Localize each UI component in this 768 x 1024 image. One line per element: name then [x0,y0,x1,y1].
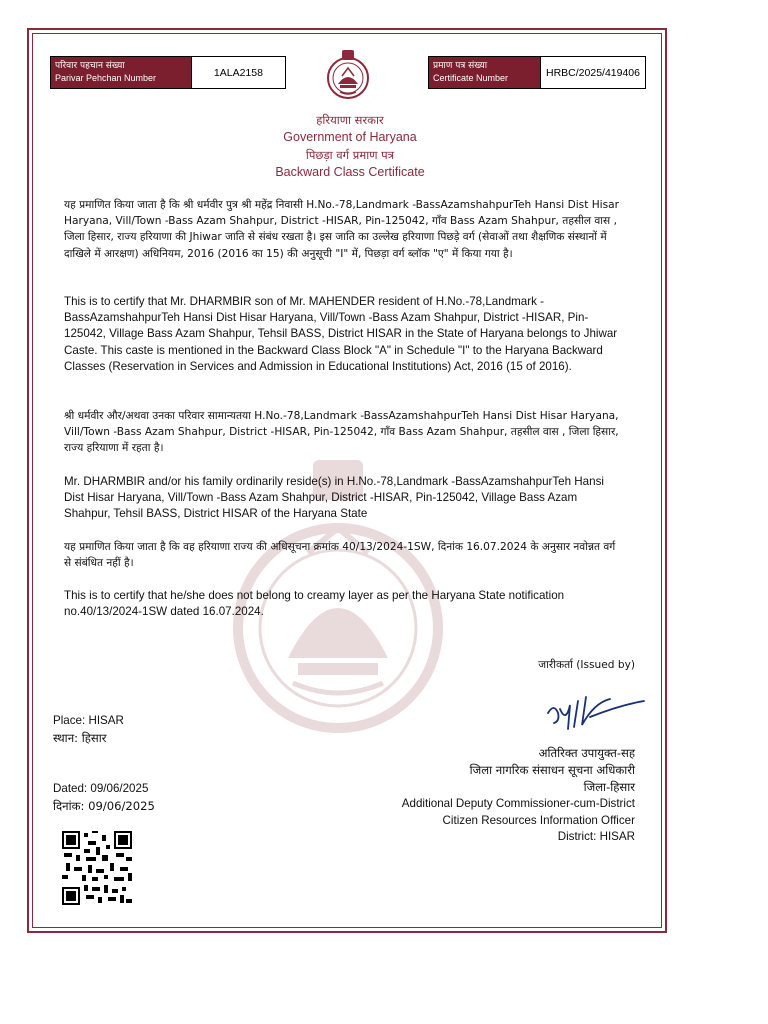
paragraph-hindi-creamy-layer [64,539,624,571]
family-id-box [50,56,286,89]
paragraph-english-caste: This is to certify that Mr. DHARMBIR son of Mr. MAHENDER resident of H.No.-78,Landmark -BassAzamshahpurTeh Hansi Dist Hisar Haryana, Vill/Town -Bass Azam Shahpur, District -HISAR, Pin-125042, Village Bass Azam Shahpur, Tehsil BASS, District HISAR in the State of Haryana belongs to Jhiwar Caste. This caste is mentioned in the Backward Class Block "A" in Schedule "I" to the Haryana Backward Classes (Reservation in Services and Admission in Educational Institutions) Act, 2016 (15 of 2016). [64,295,618,373]
paragraph-1-text: यह प्रमाणित किया जाता है कि श्री धर्मवीर पुत्र श्री महेंद्र निवासी H.No.-78,Landmark -BassAzamshahpurTeh Hansi Dist Hisar Haryana, Vill/Town -Bass Azam Shahpur, District -HISAR, Pin-125042, गाँव Bass Azam Shahpur, तहसील वास , जिला हिसार, राज्य हरियाणा की Jhiwar जाति से संबंध रखता है। इस जाति का उल्लेख हरियाणा पिछड़े वर्ग (सेवाओं तथा शैक्षणिक संस्थानों में दाखिले में आरक्षण) अधिनियम, 2016 (2016 का 15) की अनुसूची "I" में, पिछड़ा वर्ग ब्लॉक "ए" में किया गया है। [64,199,619,260]
qr-code-icon [62,831,132,905]
certificate-number-box [428,56,646,89]
certificate-title-hi: पिछड़ा वर्ग प्रमाण पत्र [305,148,395,162]
paragraph-hindi-residence [64,408,624,457]
paragraph-hindi-caste [64,197,624,262]
certificate-title-en: Backward Class Certificate [275,165,425,179]
certificate-number-label-hi: प्रमाण पत्र संख्या [433,61,488,71]
officer-hi-line-2: जिला नागरिक संसाधन सूचना अधिकारी [469,763,635,777]
haryana-emblem-icon [326,48,370,104]
paragraph-3-text: श्री धर्मवीर और/अथवा उनका परिवार सामान्यतया H.No.-78,Landmark -BassAzamshahpurTeh Hansi Dist Hisar Haryana, Vill/Town -Bass Azam Shahpur, District -HISAR, Pin-125042, गाँव Bass Azam Shahpur, तहसील वास , जिला हिसार, राज्य हरियाणा में रहता है। [64,410,619,455]
place-hi: स्थान: हिसार [53,731,107,745]
signature-image [540,683,650,741]
officer-en-line-2: Citizen Resources Information Officer [442,814,635,827]
paragraph-5-text: यह प्रमाणित किया जाता है कि वह हरियाणा राज्य की अधिसूचना क्रमांक 40/13/2024-1SW, दिनांक 16.07.2024 के अनुसार नवोन्नत वर्ग से संबंधित नहीं है। [64,541,616,570]
date-hi: दिनांक: 09/06/2025 [53,799,155,813]
issued-by-label: जारीकर्ता (Issued by) [538,659,635,671]
officer-en-line-1: Additional Deputy Commissioner-cum-District [401,797,635,810]
officer-en-line-3: District: HISAR [557,830,635,843]
date-en: Dated: 09/06/2025 [53,782,149,795]
family-id-label-hi: परिवार पहचान संख्या [55,61,125,71]
government-title-en: Government of Haryana [283,130,417,144]
family-id-label [51,57,191,88]
officer-hi-line-1: अतिरिक्त उपायुक्त-सह [538,746,635,760]
family-id-value: 1ALA2158 [191,57,285,88]
certificate-number-label-en: Certificate Number [433,73,509,83]
paragraph-english-creamy-layer: This is to certify that he/she does not belong to creamy layer as per the Haryana State notification no.40/13/2024-1SW dated 16.07.2024. [64,589,565,619]
family-id-label-en: Parivar Pehchan Number [55,73,157,83]
certificate-number-label [429,57,540,88]
government-title-hi: हरियाणा सरकार [316,113,384,127]
place-en: Place: HISAR [53,714,124,727]
paragraph-english-residence: Mr. DHARMBIR and/or his family ordinarily reside(s) in H.No.-78,Landmark -BassAzamshahpurTeh Hansi Dist Hisar Haryana, Vill/Town -Bass Azam Shahpur, District -HISAR, Pin-125042, Village Bass Azam Shahpur, Tehsil BASS, District HISAR of the Haryana State [64,475,604,521]
officer-hi-line-3: जिला-हिसार [583,780,635,794]
certificate-number-value: HRBC/2025/419406 [540,57,645,88]
